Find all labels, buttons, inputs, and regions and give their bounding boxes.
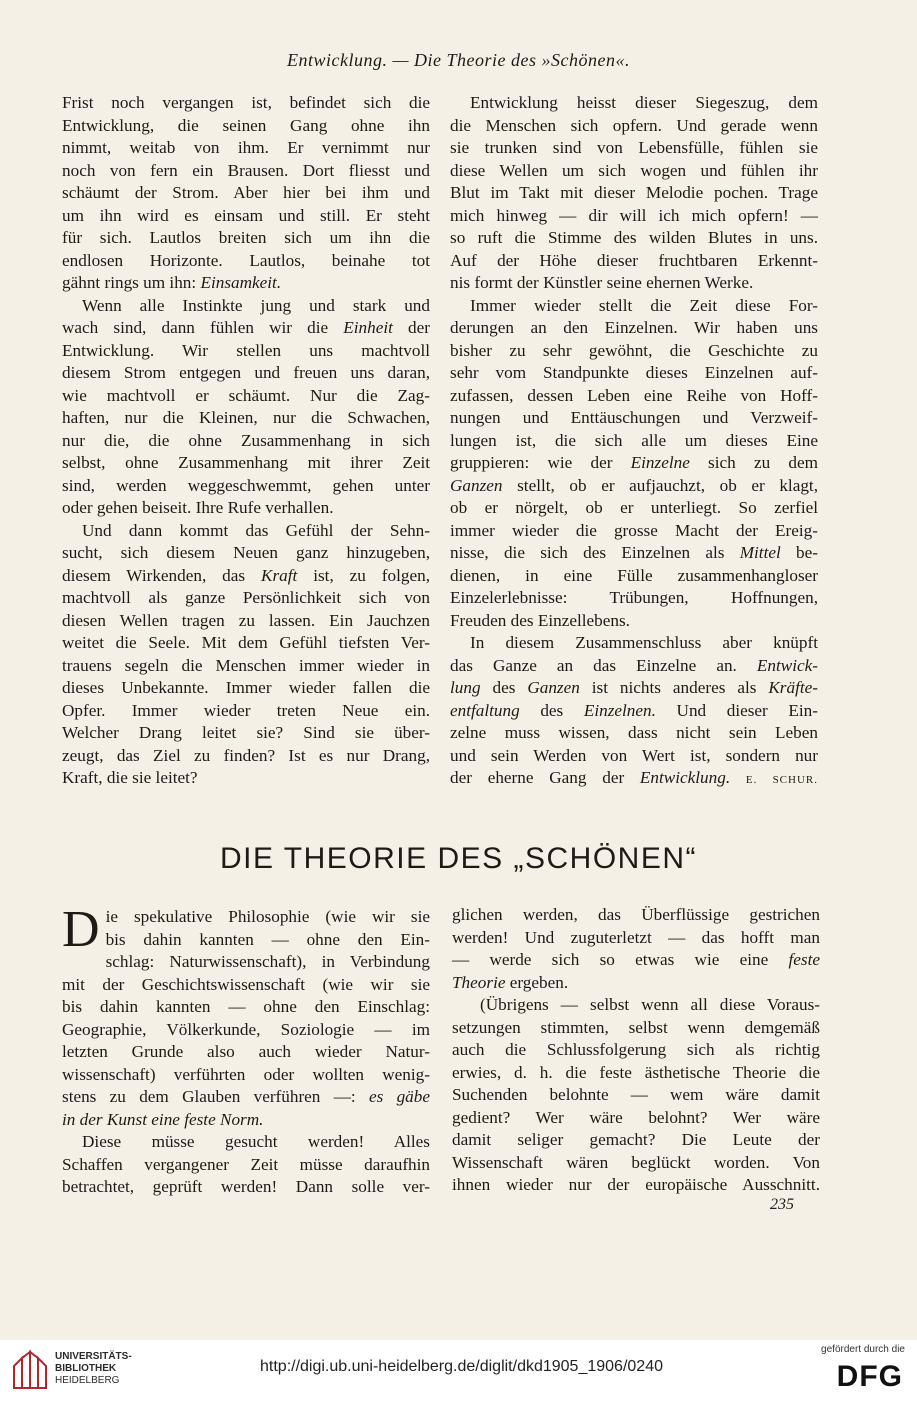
emphasis: Theorie [452,972,506,992]
text-line: letzten Grunde also auch wieder Natur- [62,1042,430,1061]
text-line: der eherne Gang der Entwicklung. E. SCHUR. [450,768,818,787]
source-url-link[interactable]: http://digi.ub.uni-heidelberg.de/diglit/dkd1905_1906/0240 [260,1358,663,1375]
text-line: lung des Ganzen ist nichts anderes als Kräfte- [450,678,818,697]
emphasis: es gäbe [368,1087,430,1106]
text-line: wissenschaft) verführten oder wollten wenig- [62,1064,430,1084]
library-name: UNIVERSITÄTS- BIBLIOTHEK HEIDELBERG [55,1351,132,1386]
text-line: nis formt der Künstler seine ehernen Werke. [450,273,754,292]
text-line: Opfer. Immer wieder treten Neue ein. [62,700,430,720]
paragraph [450,92,818,295]
text-line: nimmt, weitab von ihm. Er vernimmt nur [62,138,430,157]
text-line: diesen Wellen tragen zu lassen. Ein Jauchzen [62,610,430,630]
text-line: Auf der Höhe dieser fruchtbaren Erkennt- [450,250,818,270]
column-upper-right [450,92,818,792]
emphasis: Einzelnen. [583,700,656,720]
emphasis: Ganzen [450,475,503,495]
text-line: ie spekulative Philosophie (wie wir sie [105,907,430,926]
emphasis: Mittel [739,543,781,562]
text-line: immer wieder die grosse Macht der Ereig- [450,520,818,540]
text-line: zelne muss wissen, dass nicht sein Leben [450,723,818,742]
text-line: Entwicklung, die seinen Gang ohne ihn [62,115,430,135]
emphasis: Entwicklung. [639,768,731,787]
text-line: haften, nur die Kleinen, nur die Schwachen, [62,408,430,427]
text-line: so ruft die Stimme des wilden Blutes in uns. [450,228,818,247]
text-line: wach sind, dann fühlen wir die Einheit der [62,318,430,337]
running-head: Entwicklung. — Die Theorie des »Schönen«. [287,50,630,70]
text-line: (Übrigens — selbst wenn all diese Voraus- [480,995,820,1014]
text-line: derungen an den Einzelnen. Wir haben uns [450,318,818,337]
text-line: weitet die Seele. Mit dem Gefühl tiefsten Ver- [62,633,430,652]
paragraph [450,295,818,633]
text-line: mit der Geschichtswissenschaft (wie wir sie [62,974,430,994]
text-line: zufassen, dessen Leben eine Reihe von Hoff- [450,385,818,405]
text-line: Blut im Takt mit dieser Melodie pochen. Trage [450,183,818,202]
text-line: für sich. Lautlos breiten sich um ihn die [62,228,430,247]
text-line: Wissenschaft wären beglückt worden. Von [452,1152,820,1172]
text-line: Theorie ergeben. [452,972,569,992]
text-line: sie trunken sind von Lebensfülle, fühlen sie [450,138,818,157]
emphasis: feste [788,950,820,969]
text-line: wie machtvoll er schäumt. Nur die Zag- [62,385,430,405]
text-line: Welcher Drang leitet sie? Sind sie über- [62,723,430,742]
text-line: gähnt rings um ihn: Einsamkeit. [62,273,282,292]
emphasis: Kraft [261,565,298,585]
text-line: diese Wellen um sich wogen und fühlen ihr [450,160,818,180]
text-line: werden! Und zuguterletzt — das hofft man [452,927,820,947]
page-number: 235 [770,1196,794,1213]
drop-cap: D [62,901,100,958]
text-line: bisher zu sehr gewöhnt, die Geschichte zu [450,340,818,360]
text-line: Entwicklung. Wir stellen uns machtvoll [62,340,430,360]
text-line: Freuden des Einzellebens. [450,610,630,630]
text-line: mich hinweg — dir will ich mich opfern! — [450,205,818,225]
text-line: oder gehen beiseit. Ihre Rufe verhallen. [62,498,334,517]
text-line: sind, werden weggeschwemmt, gehen unter [62,475,430,495]
text-line: damit seliger gemacht? Die Leute der [452,1130,820,1149]
column-lower-right [452,904,820,1197]
text-line: und sein Werden von Wert ist, sondern nur [450,745,818,765]
text-line: selbst, ohne Zusammenhang mit ihrer Zeit [62,453,430,472]
text-line: diesem Strom entgegen und freuen uns daran, [62,363,430,382]
text-line: Ganzen stellt, ob er aufjauchzt, ob er klagt, [450,475,818,495]
text-line: — werde sich so etwas wie eine feste [452,950,820,969]
emphasis: entfaltung [450,700,520,720]
text-line: nungen und Enttäuschungen und Verzweif- [450,408,818,427]
text-line: zeugt, das Ziel zu finden? Ist es nur Drang, [62,745,430,765]
text-line: diesem Wirkenden, das Kraft ist, zu folgen, [62,565,431,585]
text-line: lungen ist, die sich alle um dieses Eine [450,430,818,450]
text-line: Kraft, die sie leitet? [62,768,198,787]
text-line: stens zu dem Glauben verführen —: es gäbe [62,1087,430,1106]
emphasis: Einheit [343,318,393,337]
footer-bar [0,1340,917,1404]
text-line: machtvoll als ganze Persönlichkeit sich von [62,588,430,607]
text-line: In diesem Zusammenschluss aber knüpft [470,633,818,652]
emphasis: Entwick- [756,655,818,675]
text-line: setzungen stimmten, selbst wenn demgemäß [452,1017,820,1037]
paragraph [62,1131,430,1199]
paragraph [62,901,430,1131]
text-line: Immer wieder stellt die Zeit diese For- [470,295,818,315]
text-line: gruppieren: wie der Einzelne sich zu dem [450,453,818,472]
text-line: sehr vom Standpunkte dieses Einzelnen auf- [450,363,818,382]
column-lower-left [62,901,430,1199]
paragraph [452,994,820,1197]
paragraph [450,632,818,792]
text-line: dieses Unbekannte. Immer wieder fallen die [62,678,430,697]
text-line: Frist noch vergangen ist, befindet sich die [62,93,430,112]
emphasis: Einzelne [630,453,690,472]
article-title: DIE THEORIE DES „SCHÖNEN“ [220,842,697,875]
university-library-logo-icon [10,1348,50,1392]
text-line: auch die Schlussfolgerung sich als richtig [452,1040,820,1059]
funded-by-label: gefördert durch die [821,1344,905,1355]
emphasis: lung [450,678,481,697]
text-line: noch von fern ein Brausen. Dort fliesst und [62,160,430,180]
text-line: erwies, d. h. die feste ästhetische Theorie die [452,1062,820,1082]
paragraph [62,520,430,790]
text-line: Geographie, Völkerkunde, Soziologie — im [62,1019,430,1039]
text-line: dienen, in eine Fülle zusammenhangloser [450,565,818,585]
text-line: Suchenden belohnte — wem wäre damit [452,1085,820,1104]
text-line: das Ganze an das Einzelne an. Entwick- [450,655,818,675]
text-line: um ihn wird es einsam und still. Er steht [62,205,430,225]
text-line: glichen werden, das Überflüssige gestrichen [452,905,820,924]
text-line: bis dahin kannten — ohne den Einschlag: [62,997,430,1016]
paragraph [62,295,430,520]
author-signature: E. SCHUR. [745,774,818,786]
text-line: bis dahin kannten — ohne den Ein- [105,929,430,949]
text-line: nisse, die sich des Einzelnen als Mittel be- [450,543,818,562]
column-upper-left [62,92,430,790]
text-line: Und dann kommt das Gefühl der Sehn- [82,520,430,540]
text-line: Wenn alle Instinkte jung und stark und [82,295,430,315]
text-line: Diese müsse gesucht werden! Alles [82,1132,430,1151]
text-line: die Menschen sich opfern. Und gerade wenn [450,115,818,135]
text-line: Einzelerlebnisse: Trübungen, Hoffnungen, [450,588,818,607]
text-line: entfaltung des Einzelnen. Und dieser Ein- [450,700,818,720]
text-line: betrachtet, geprüft werden! Dann solle ver- [62,1177,430,1196]
text-line: gedient? Wer wäre belohnt? Wer wäre [452,1107,820,1127]
text-line: Entwicklung heisst dieser Siegeszug, dem [470,93,818,112]
text-line: Schaffen vergangener Zeit müsse daraufhin [62,1154,430,1174]
text-line: nur die, die ohne Zusammenhang in sich [62,430,430,450]
text-line: ob er nörgelt, ob er unterliegt. So zerfiel [450,498,818,517]
paragraph [62,92,430,295]
dfg-logo: DFG [836,1360,903,1393]
paragraph [452,904,820,994]
text-line: schäumt der Strom. Aber hier bei ihm und [62,183,430,202]
text-line: schlag: Naturwissenschaft), in Verbindung [105,952,430,971]
emphasis: Einsamkeit. [200,273,282,292]
text-line: sucht, sich diesem Neuen ganz hinzugeben, [62,543,430,562]
emphasis: Kräfte- [768,678,818,697]
text-line: trauens segeln die Menschen immer wieder in [62,655,430,675]
text-line: in der Kunst eine feste Norm. [62,1109,264,1129]
text-line: endlosen Horizonte. Lautlos, beinahe tot [62,250,430,270]
emphasis: Ganzen [527,678,580,697]
text-line: ihnen wieder nur der europäische Ausschnitt. [452,1175,820,1194]
